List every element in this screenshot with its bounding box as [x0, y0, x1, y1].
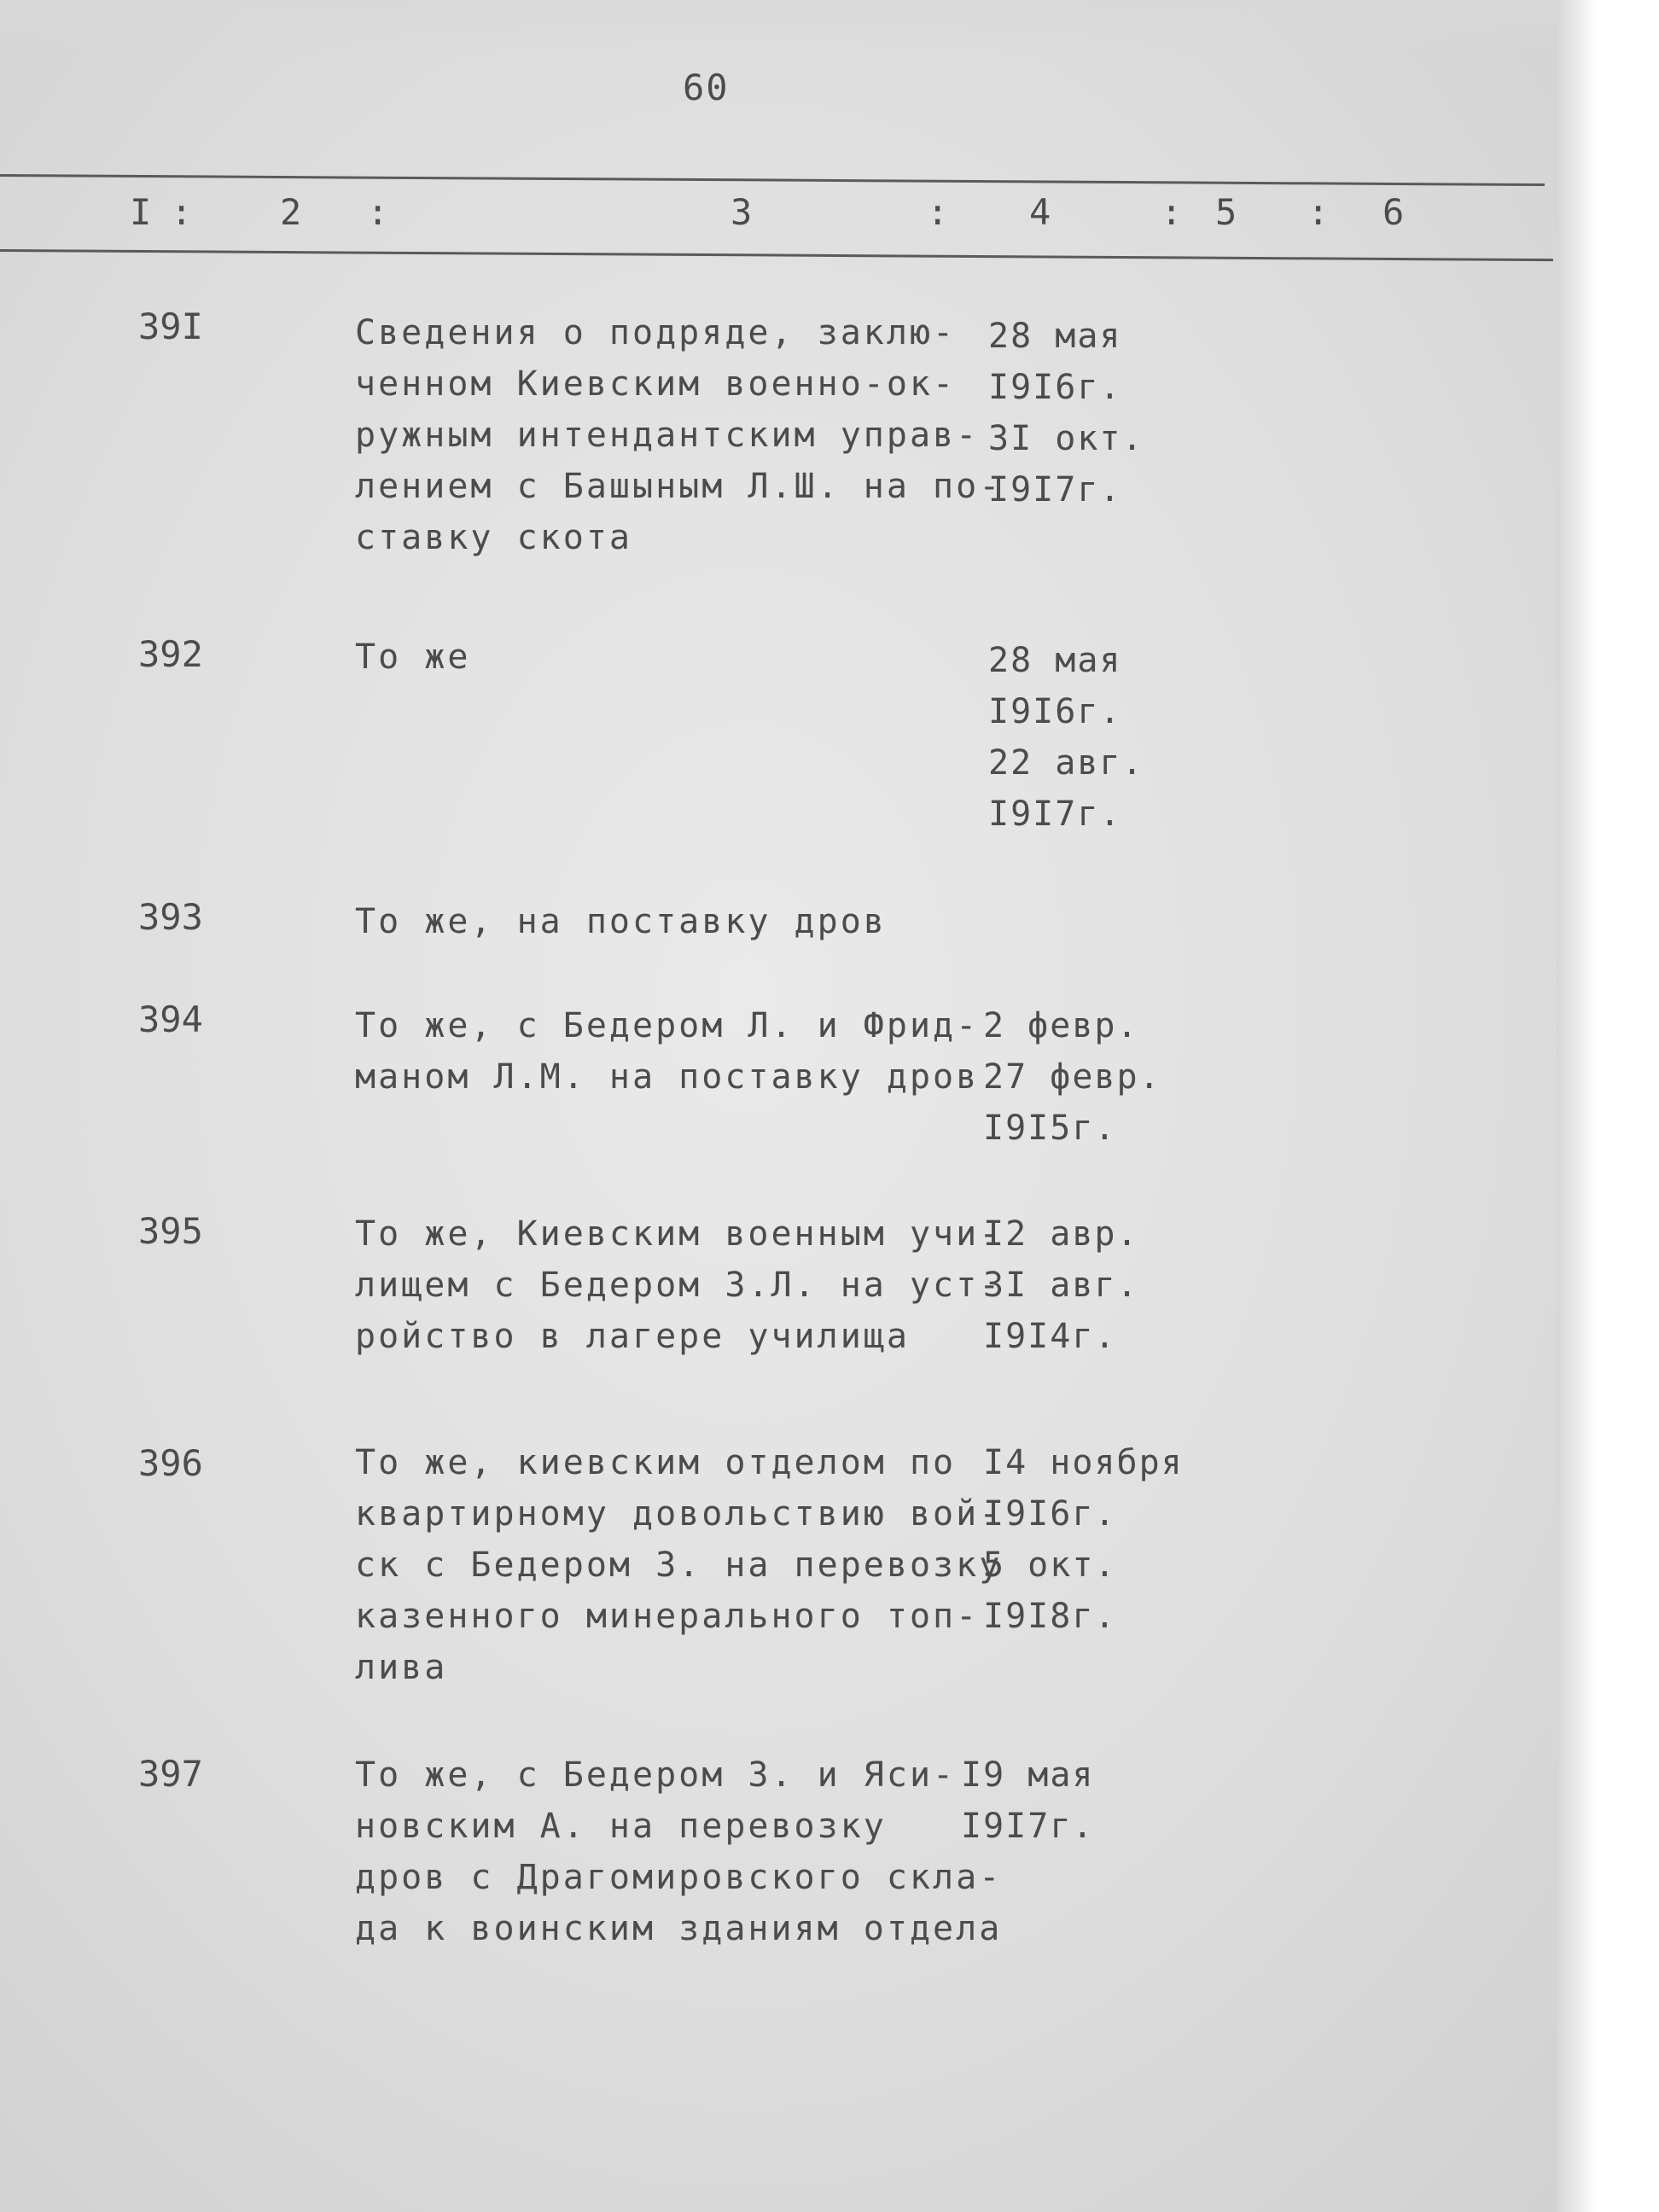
- column-header-6: 6: [1382, 191, 1405, 233]
- column-separator: :: [1307, 191, 1330, 233]
- date-line: I9I8г.: [983, 1597, 1117, 1636]
- column-separator: :: [171, 191, 193, 233]
- row-dates: [983, 1208, 1139, 1362]
- row-description: [355, 632, 969, 683]
- column-header-4: 4: [1029, 191, 1051, 233]
- description-line: То же, с Бедером Л. и Фрид-: [355, 1006, 980, 1045]
- column-header-1: I: [130, 191, 152, 233]
- description-line: дров с Драгомировского скла-: [355, 1858, 1003, 1897]
- date-line: 28 мая: [988, 641, 1122, 680]
- description-line: ск с Бедером З. на перевозку: [355, 1545, 1003, 1585]
- column-separator: :: [927, 191, 949, 233]
- date-line: I9I7г.: [988, 795, 1122, 834]
- description-line: То же, киевским отделом по: [355, 1443, 957, 1482]
- description-line: То же, с Бедером З. и Яси-: [355, 1755, 957, 1795]
- date-line: I4 ноября: [983, 1443, 1184, 1482]
- date-line: I9I7г.: [961, 1807, 1095, 1846]
- header-rule-bottom: [0, 249, 1553, 261]
- column-header-5: 5: [1215, 191, 1237, 233]
- description-line: То же, на поставку дров: [355, 902, 887, 941]
- date-line: I9I6г.: [988, 692, 1122, 731]
- row-number: 395: [138, 1210, 203, 1252]
- row-description: [355, 1437, 1003, 1693]
- top-shadow: [0, 0, 1659, 51]
- row-dates: [988, 635, 1144, 840]
- row-description: [355, 1749, 1003, 1954]
- description-line: лищем с Бедером З.Л. на уст-: [355, 1266, 1003, 1305]
- description-line: новским А. на перевозку: [355, 1807, 887, 1846]
- row-number: 397: [138, 1753, 203, 1795]
- row-description: [355, 307, 1003, 563]
- date-line: 3I авг.: [983, 1266, 1139, 1305]
- row-description: [355, 1000, 980, 1103]
- column-header-2: 2: [280, 191, 302, 233]
- row-description: [355, 1208, 1003, 1362]
- row-dates: [983, 1437, 1184, 1642]
- row-dates: [988, 311, 1144, 515]
- row-dates: [961, 1749, 1095, 1852]
- description-line: казенного минерального топ-: [355, 1597, 980, 1636]
- description-line: То же: [355, 637, 471, 677]
- description-line: маном Л.М. на поставку дров: [355, 1057, 980, 1097]
- date-line: I9I6г.: [983, 1494, 1117, 1534]
- row-description: [355, 896, 969, 947]
- date-line: I9I5г.: [983, 1109, 1117, 1148]
- date-line: 2 февр.: [983, 1006, 1139, 1045]
- description-line: ставку скота: [355, 518, 632, 557]
- column-separator: :: [367, 191, 389, 233]
- row-number: 392: [138, 633, 203, 675]
- date-line: 5 окт.: [983, 1545, 1117, 1585]
- date-line: 22 авг.: [988, 743, 1144, 783]
- column-separator: :: [1161, 191, 1183, 233]
- description-line: ружным интендантским управ-: [355, 416, 980, 455]
- header-rule-top: [0, 174, 1545, 186]
- description-line: Сведения о подряде, заклю-: [355, 313, 957, 352]
- page-edge: [1557, 0, 1659, 2212]
- date-line: I9I4г.: [983, 1317, 1117, 1356]
- date-line: I9 мая: [961, 1755, 1095, 1795]
- row-dates: [983, 1000, 1161, 1154]
- description-line: То же, Киевским военным учи-: [355, 1214, 1003, 1254]
- description-line: лением с Башыным Л.Ш. на по-: [355, 467, 1003, 506]
- date-line: I2 авр.: [983, 1214, 1139, 1254]
- page-number: 60: [683, 67, 730, 108]
- date-line: 3I окт.: [988, 419, 1144, 458]
- row-number: 39I: [138, 306, 203, 347]
- date-line: I9I6г.: [988, 368, 1122, 407]
- date-line: 28 мая: [988, 317, 1122, 356]
- description-line: да к воинским зданиям отдела: [355, 1909, 1003, 1948]
- row-number: 396: [138, 1442, 203, 1484]
- date-line: 27 февр.: [983, 1057, 1161, 1097]
- column-header-3: 3: [731, 191, 753, 233]
- row-number: 393: [138, 896, 203, 938]
- description-line: лива: [355, 1648, 448, 1687]
- date-line: I9I7г.: [988, 470, 1122, 509]
- description-line: ройство в лагере училища: [355, 1317, 910, 1356]
- description-line: ченном Киевским военно-ок-: [355, 364, 957, 404]
- row-number: 394: [138, 998, 203, 1040]
- description-line: квартирному довольствию вой-: [355, 1494, 1003, 1534]
